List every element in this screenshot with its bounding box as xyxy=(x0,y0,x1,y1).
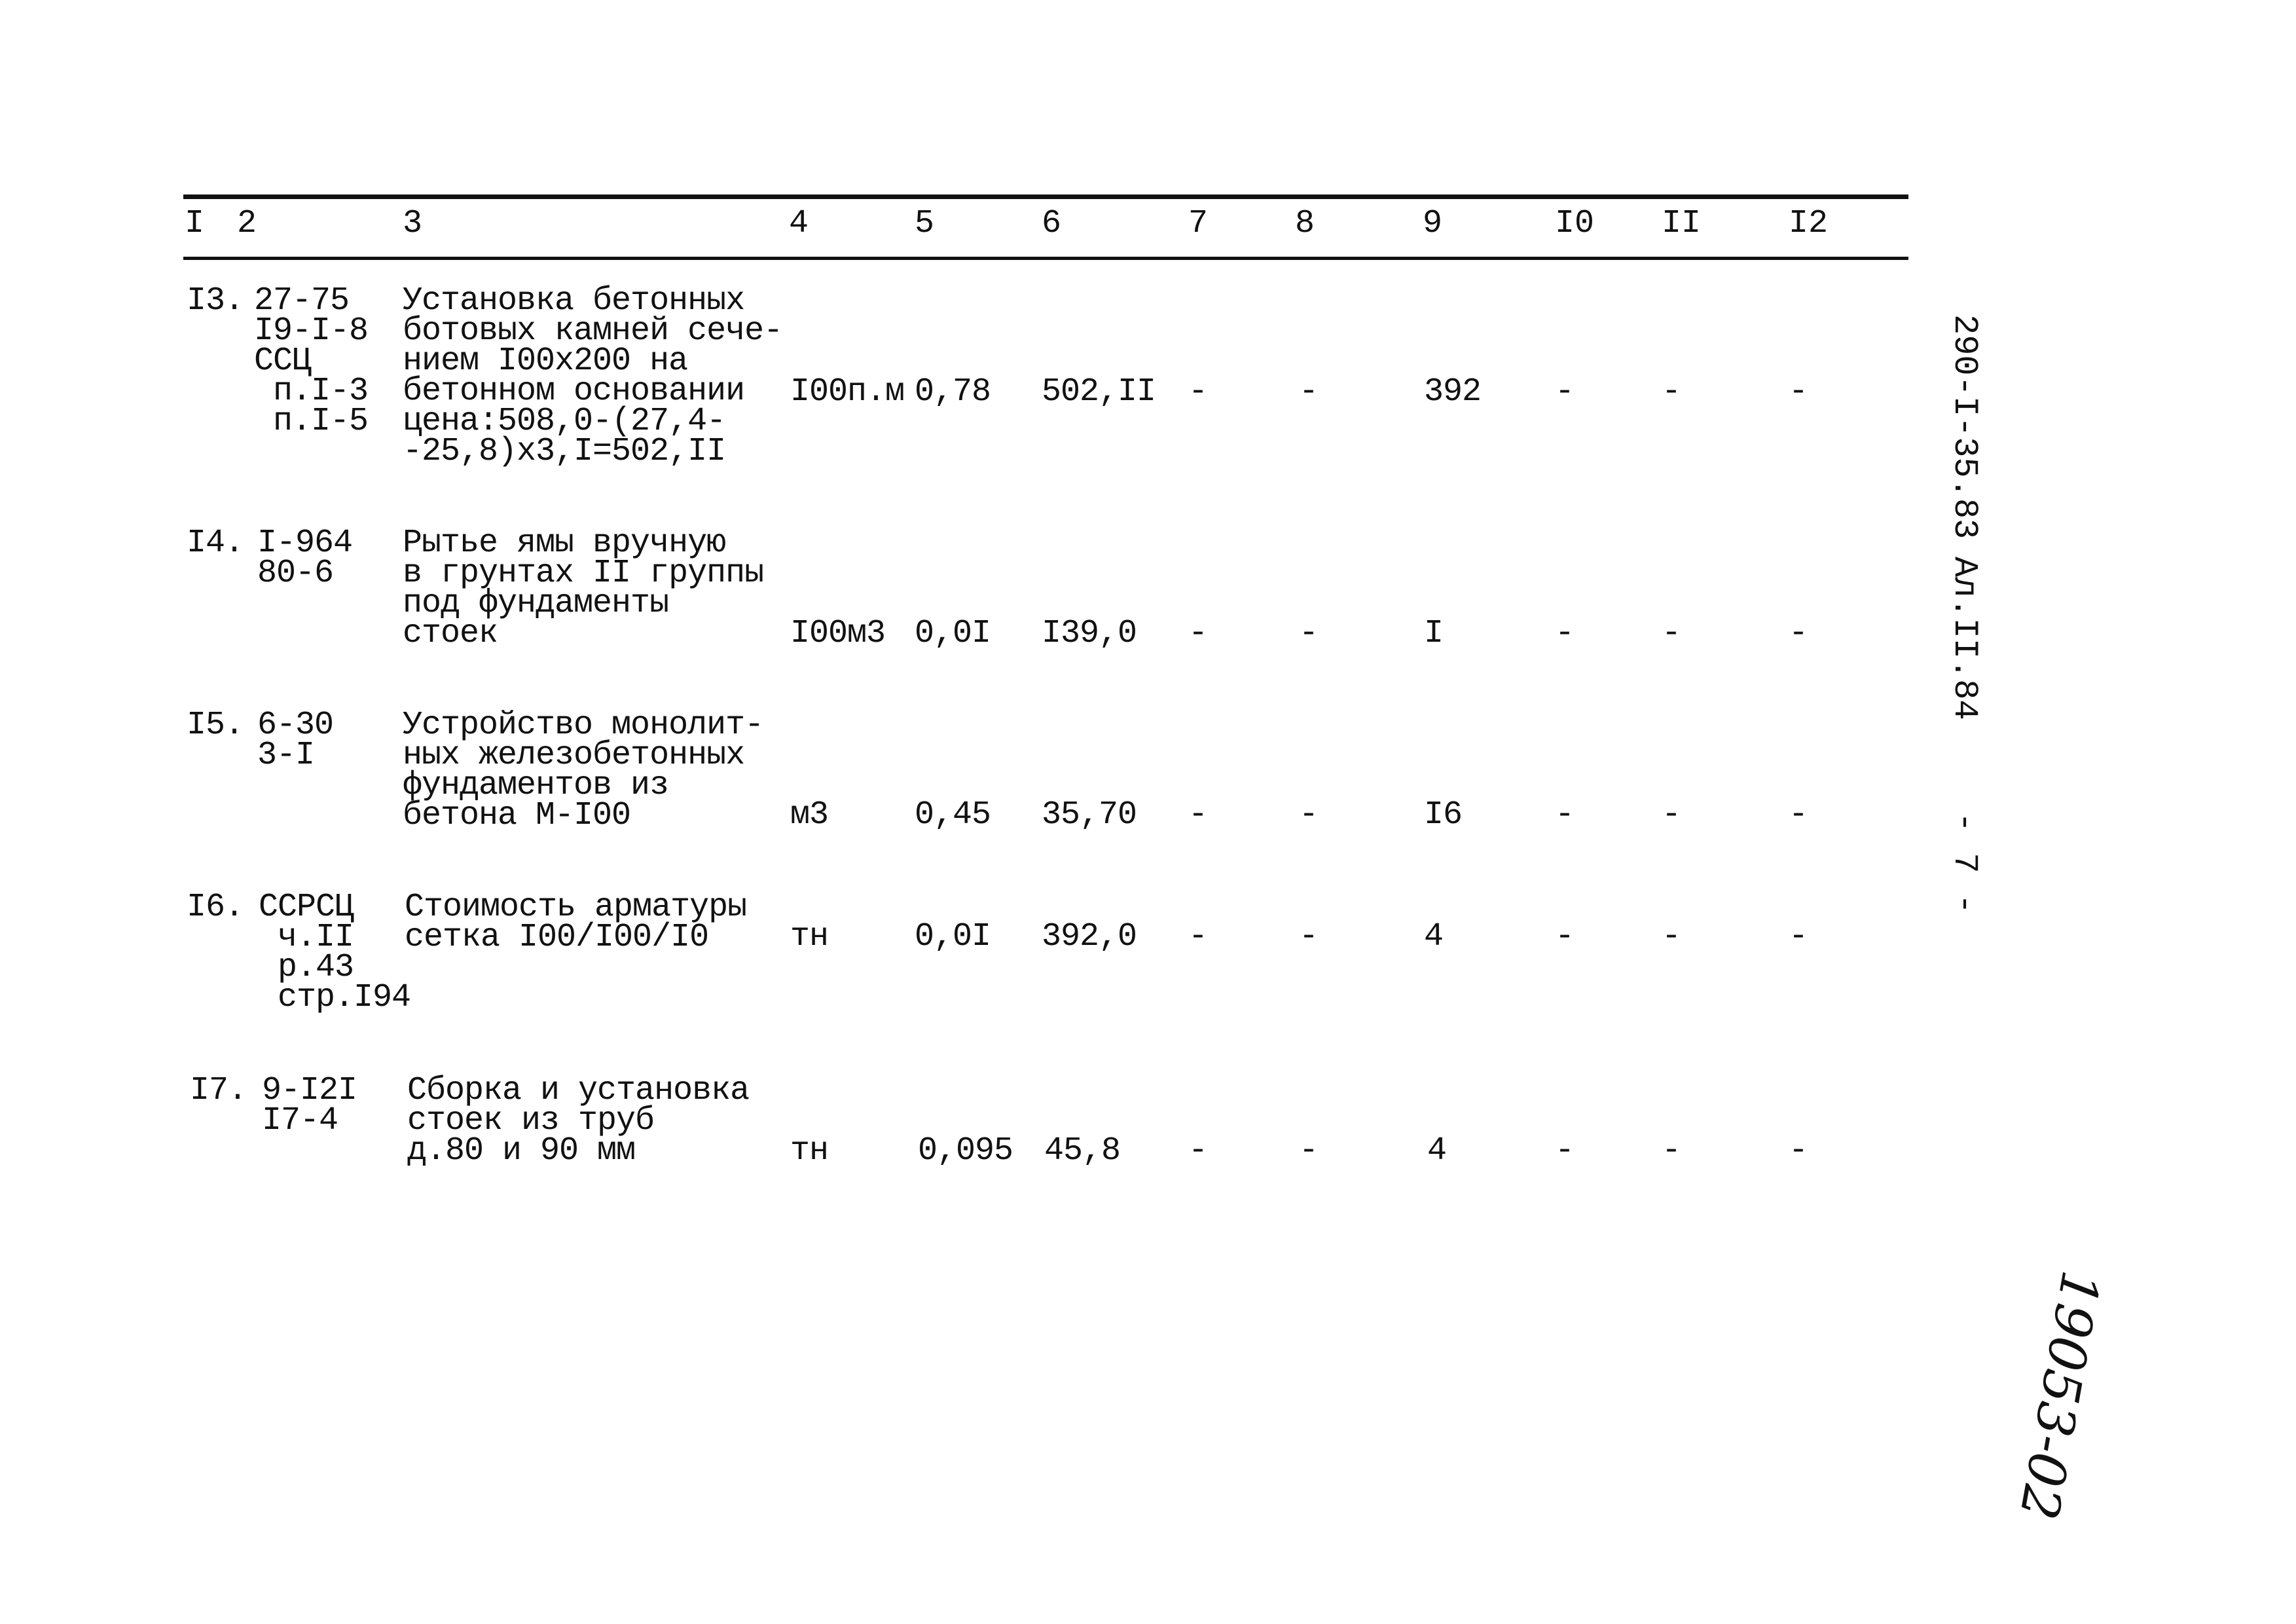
col11-value: - xyxy=(1662,796,1681,834)
col9-value: 392 xyxy=(1424,373,1482,411)
col7-value: - xyxy=(1188,615,1208,652)
col11-value: - xyxy=(1662,918,1681,955)
norm-code: 27-75 I9-I-8 ССЦ п.I-3 п.I-5 xyxy=(254,282,369,440)
unit: м3 xyxy=(790,796,829,834)
norm-code: ССРСЦ ч.II р.43 стр.I94 xyxy=(259,889,411,1016)
work-description: Сборка и установка стоек из труб д.80 и 90 мм xyxy=(407,1072,750,1170)
col12-value: - xyxy=(1789,918,1808,955)
col10-value: - xyxy=(1555,373,1575,411)
norm-code: 6-30 3-I xyxy=(257,707,334,774)
col9-value: I6 xyxy=(1424,796,1463,834)
norm-code: 9-I2I I7-4 xyxy=(262,1072,357,1139)
inventory-number: 19053-02 xyxy=(2007,1266,2111,1524)
col7-value: - xyxy=(1188,918,1208,955)
col-header-4: 4 xyxy=(789,205,809,242)
col7-value: - xyxy=(1188,1132,1208,1170)
row-number: I6. xyxy=(187,889,244,926)
row-number: I7. xyxy=(190,1072,247,1109)
unit: тн xyxy=(790,918,829,955)
col12-value: - xyxy=(1789,796,1808,834)
quantity: 0,0I xyxy=(915,918,991,955)
col9-value: 4 xyxy=(1424,918,1444,955)
work-description: Стоимость арматуры сетка I00/I00/I0 xyxy=(405,889,747,956)
col-header-7: 7 xyxy=(1188,205,1209,242)
col-header-1: I xyxy=(185,205,205,242)
col8-value: - xyxy=(1299,796,1319,834)
col10-value: - xyxy=(1555,1132,1575,1170)
work-description: Рытье ямы вручную в грунтах II группы под фундаменты стоек xyxy=(403,525,764,652)
col12-value: - xyxy=(1789,1132,1808,1170)
col10-value: - xyxy=(1555,796,1575,834)
work-description: Установка бетонных ботовых камней сече- нием I00x200 на бетонном основании цена:508,0-(27,4- -25,8)x3,I=502,II xyxy=(403,282,783,470)
work-description: Устройство монолит- ных железобетонных фундаментов из бетона М-I00 xyxy=(403,707,764,834)
unit: I00п.м xyxy=(790,373,905,411)
col7-value: - xyxy=(1188,373,1208,411)
col-header-10: I0 xyxy=(1555,205,1595,242)
col11-value: - xyxy=(1662,373,1681,411)
unit-price: 392,0 xyxy=(1042,918,1137,955)
table-top-rule xyxy=(183,194,1908,199)
col-header-6: 6 xyxy=(1042,205,1062,242)
col9-value: 4 xyxy=(1427,1132,1447,1170)
col-header-9: 9 xyxy=(1423,205,1443,242)
col-header-11: II xyxy=(1662,205,1702,242)
quantity: 0,78 xyxy=(915,373,991,411)
col-header-8: 8 xyxy=(1295,205,1315,242)
col11-value: - xyxy=(1662,1132,1681,1170)
unit-price: 45,8 xyxy=(1044,1132,1121,1170)
col8-value: - xyxy=(1299,1132,1319,1170)
unit: тн xyxy=(790,1132,829,1170)
quantity: 0,45 xyxy=(915,796,991,834)
row-number: I4. xyxy=(187,525,244,562)
quantity: 0,095 xyxy=(918,1132,1013,1170)
document-code: 290-I-35.83 xyxy=(1945,314,1984,540)
col-header-2: 2 xyxy=(237,205,257,242)
row-number: I5. xyxy=(187,707,244,744)
norm-code: I-964 80-6 xyxy=(257,525,353,592)
col8-value: - xyxy=(1299,373,1319,411)
unit-price: 35,70 xyxy=(1042,796,1137,834)
col8-value: - xyxy=(1299,918,1319,955)
page-number: - 7 - xyxy=(1945,812,1984,915)
col12-value: - xyxy=(1789,615,1808,652)
col-header-12: I2 xyxy=(1789,205,1829,242)
quantity: 0,0I xyxy=(915,615,991,652)
row-number: I3. xyxy=(187,282,244,320)
header-bottom-rule xyxy=(183,257,1908,260)
col-header-3: 3 xyxy=(403,205,423,242)
unit-price: 502,II xyxy=(1042,373,1156,411)
unit: I00м3 xyxy=(790,615,886,652)
col12-value: - xyxy=(1789,373,1808,411)
unit-price: I39,0 xyxy=(1042,615,1137,652)
album-number: Ал.II.84 xyxy=(1945,557,1984,720)
col7-value: - xyxy=(1188,796,1208,834)
col9-value: I xyxy=(1424,615,1444,652)
col10-value: - xyxy=(1555,918,1575,955)
col10-value: - xyxy=(1555,615,1575,652)
col-header-5: 5 xyxy=(915,205,935,242)
col8-value: - xyxy=(1299,615,1319,652)
col11-value: - xyxy=(1662,615,1681,652)
